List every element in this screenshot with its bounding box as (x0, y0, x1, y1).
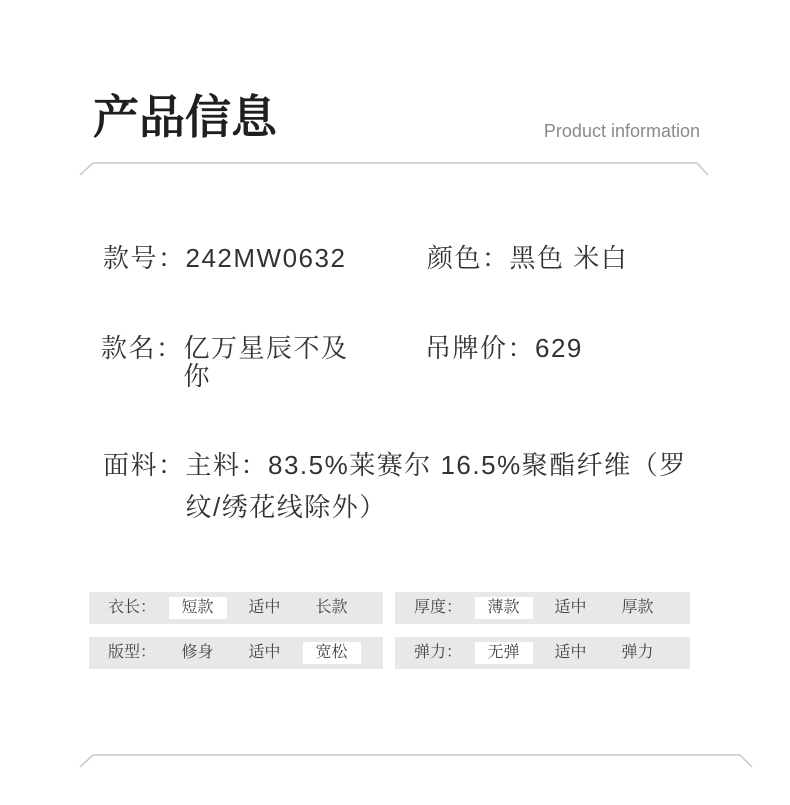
attribute-option: 弹力 (621, 644, 654, 661)
fabric-label: 面料： (103, 450, 186, 480)
color-field (427, 243, 628, 273)
fabric-line: 主料：83.5%莱赛尔 16.5%聚酯纤维（罗 (185, 450, 687, 480)
attribute-option: 短款 (169, 597, 227, 619)
bottom-divider (0, 745, 790, 775)
style-number-label: 款号： (103, 243, 186, 273)
attribute-label: 衣长： (108, 599, 157, 616)
style-number-value: 242MW0632 (185, 243, 347, 273)
color-label: 颜色： (427, 243, 510, 273)
attribute-option: 厚款 (621, 599, 654, 616)
attribute-option: 长款 (315, 599, 348, 616)
attribute-option: 适中 (248, 644, 281, 661)
length-attribute-row (89, 592, 383, 624)
fabric-field (103, 444, 687, 528)
attribute-option: 宽松 (303, 642, 361, 664)
attribute-option: 薄款 (475, 597, 533, 619)
attribute-label: 弹力： (414, 644, 463, 661)
fabric-line: 纹/绣花线除外） (185, 492, 387, 522)
attribute-option: 适中 (248, 599, 281, 616)
style-number-field (103, 243, 346, 273)
attribute-option: 适中 (554, 599, 587, 616)
thickness-attribute-row (395, 592, 690, 624)
style-name-line: 你 (183, 361, 212, 391)
fabric-value (186, 444, 687, 528)
style-name-value (184, 334, 349, 390)
top-divider (0, 155, 790, 180)
style-name-field (101, 334, 349, 390)
tag-price-field (425, 333, 583, 363)
tag-price-value: 629 (535, 333, 583, 363)
page-title: 产品信息 (93, 91, 277, 143)
attribute-label: 厚度： (414, 599, 463, 616)
elasticity-attribute-row (395, 637, 690, 669)
attribute-option: 修身 (181, 644, 214, 661)
style-name-label: 款名： (101, 333, 184, 363)
tag-price-label: 吊牌价： (425, 333, 536, 363)
attribute-option: 适中 (554, 644, 587, 661)
page-subtitle: Product information (543, 121, 700, 141)
color-value: 黑色 米白 (509, 243, 629, 273)
style-name-line: 亿万星辰不及 (183, 333, 349, 363)
attribute-option: 无弹 (475, 642, 533, 664)
attribute-label: 版型： (108, 644, 157, 661)
fit-attribute-row (89, 637, 383, 669)
